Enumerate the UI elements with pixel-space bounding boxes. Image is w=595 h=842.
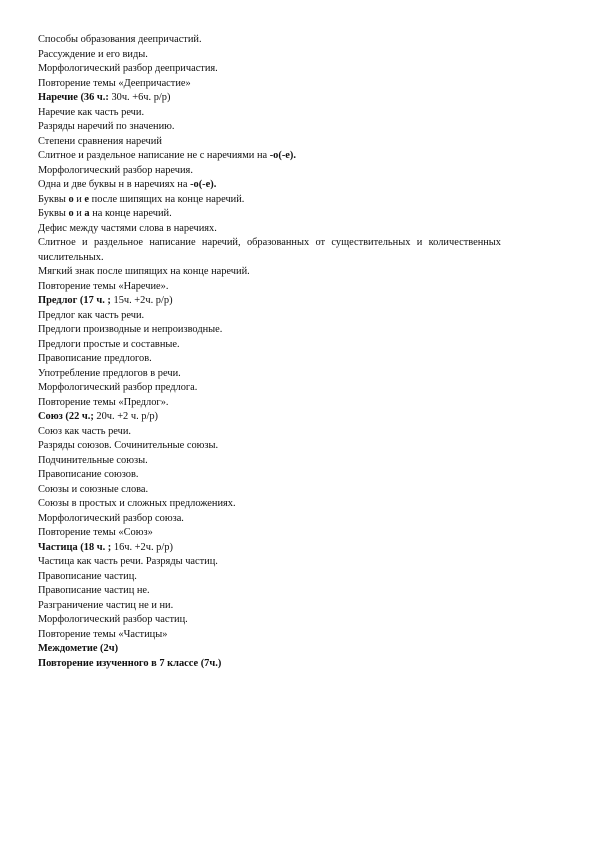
text-line <box>38 193 501 208</box>
text-run: Правописание частиц. <box>38 570 137 582</box>
text-run: 20ч. +2 ч. р/р) <box>96 411 159 422</box>
text-line <box>38 555 501 570</box>
text-line <box>38 541 501 556</box>
text-line <box>38 33 501 48</box>
text-run: на конце наречий. <box>89 208 172 219</box>
text-line <box>38 396 501 411</box>
text-run: Одна и две буквы н в наречиях на <box>38 179 191 190</box>
text-line <box>38 265 501 280</box>
document-page <box>38 33 501 671</box>
text-run: Повторение темы «Предлог». <box>38 396 169 408</box>
text-run: 16ч. +2ч. р/р) <box>113 541 173 553</box>
text-line <box>38 425 501 440</box>
text-run: 30ч. +6ч. р/р) <box>111 92 171 103</box>
text-run: Правописание частиц не. <box>38 585 150 596</box>
bold-text: Союз (22 ч.; <box>38 411 97 422</box>
text-run: Предлог как часть речи. <box>38 309 145 321</box>
text-run: Употребление предлогов в речи. <box>38 367 181 379</box>
text-line <box>38 367 501 382</box>
text-line <box>38 512 501 527</box>
text-line <box>38 497 501 512</box>
text-run: Морфологический разбор частиц. <box>38 614 188 625</box>
text-line <box>38 207 501 222</box>
text-line <box>38 164 501 179</box>
text-run: Буквы <box>38 193 69 205</box>
text-run: Наречие как часть речи. <box>38 106 145 118</box>
text-run: Предлоги производные и непроизводные. <box>38 324 223 335</box>
text-run: Морфологический разбор предлога. <box>38 382 198 393</box>
text-line <box>38 338 501 353</box>
text-line <box>38 352 501 367</box>
text-line <box>38 149 501 164</box>
text-line <box>38 178 501 193</box>
text-line <box>38 222 501 237</box>
text-line <box>38 381 501 396</box>
text-run: Морфологический разбор деепричастия. <box>38 63 218 74</box>
text-run: Повторение темы «Частицы» <box>38 628 168 640</box>
text-run: Разряды наречий по значению. <box>38 121 175 132</box>
text-run: 15ч. +2ч. р/р) <box>113 295 173 306</box>
text-run: Рассуждение и его виды. <box>38 48 148 60</box>
bold-text: Предлог (17 ч. ; <box>38 295 114 306</box>
text-run: Слитное и раздельное написание наречий, образованных от существительных и количественных числительных. <box>38 237 501 263</box>
text-line <box>38 309 501 324</box>
bold-text: Частица (18 ч. ; <box>38 541 114 553</box>
text-run: Степени сравнения наречий <box>38 135 162 147</box>
text-run: Буквы <box>38 208 69 219</box>
text-run: Повторение темы «Наречие». <box>38 280 169 292</box>
text-run: Повторение темы «Союз» <box>38 527 153 538</box>
text-run: и <box>73 208 85 219</box>
text-line <box>38 106 501 121</box>
text-line <box>38 628 501 643</box>
bold-text: Повторение изученного в 7 классе (7ч.) <box>38 657 222 669</box>
text-run: Дефис между частями слова в наречиях. <box>38 222 217 234</box>
text-line <box>38 410 501 425</box>
text-run: Способы образования деепричастий. <box>38 34 202 45</box>
text-run: Мягкий знак после шипящих на конце наречий. <box>38 266 250 277</box>
text-line <box>38 323 501 338</box>
bold-text: Наречие (36 ч.: <box>38 92 112 103</box>
text-line <box>38 135 501 150</box>
text-line <box>38 570 501 585</box>
text-line <box>38 120 501 135</box>
text-run: Разряды союзов. Сочинительные союзы. <box>38 440 219 451</box>
text-run: Союз как часть речи. <box>38 425 131 437</box>
text-run: Правописание союзов. <box>38 469 139 480</box>
text-run: Морфологический разбор союза. <box>38 512 184 524</box>
text-run: Союзы в простых и сложных предложениях. <box>38 498 236 509</box>
text-run: Повторение темы «Деепричастие» <box>38 77 191 89</box>
text-line <box>38 454 501 469</box>
text-line <box>38 439 501 454</box>
text-run: Частица как часть речи. Разряды частиц. <box>38 556 218 567</box>
text-run: Союзы и союзные слова. <box>38 483 149 495</box>
text-run: и <box>73 193 85 205</box>
bold-text: а <box>84 208 90 219</box>
text-run: Предлоги простые и составные. <box>38 338 180 350</box>
text-line <box>38 62 501 77</box>
text-line <box>38 280 501 295</box>
text-line <box>38 657 501 672</box>
text-line <box>38 613 501 628</box>
text-line <box>38 483 501 498</box>
bold-text: о <box>68 193 74 205</box>
text-run: Подчинительные союзы. <box>38 454 148 466</box>
text-line <box>38 642 501 657</box>
bold-text: Междометие (2ч) <box>38 643 119 654</box>
bold-text: -о(-е). <box>269 150 296 161</box>
text-run: Правописание предлогов. <box>38 353 152 364</box>
text-line <box>38 468 501 483</box>
text-line <box>38 599 501 614</box>
bold-text: -о(-е). <box>190 179 217 190</box>
text-line <box>38 77 501 92</box>
text-line <box>38 584 501 599</box>
bold-text: е <box>84 193 90 205</box>
text-line <box>38 294 501 309</box>
text-line <box>38 236 501 265</box>
text-run: Разграничение частиц не и ни. <box>38 599 174 611</box>
bold-text: о <box>68 208 74 219</box>
text-line <box>38 526 501 541</box>
text-run: Слитное и раздельное написание не с наречиями на <box>38 150 270 161</box>
text-line <box>38 91 501 106</box>
text-run: после шипящих на конце наречий. <box>89 193 245 205</box>
text-run: Морфологический разбор наречия. <box>38 164 193 176</box>
text-line <box>38 48 501 63</box>
